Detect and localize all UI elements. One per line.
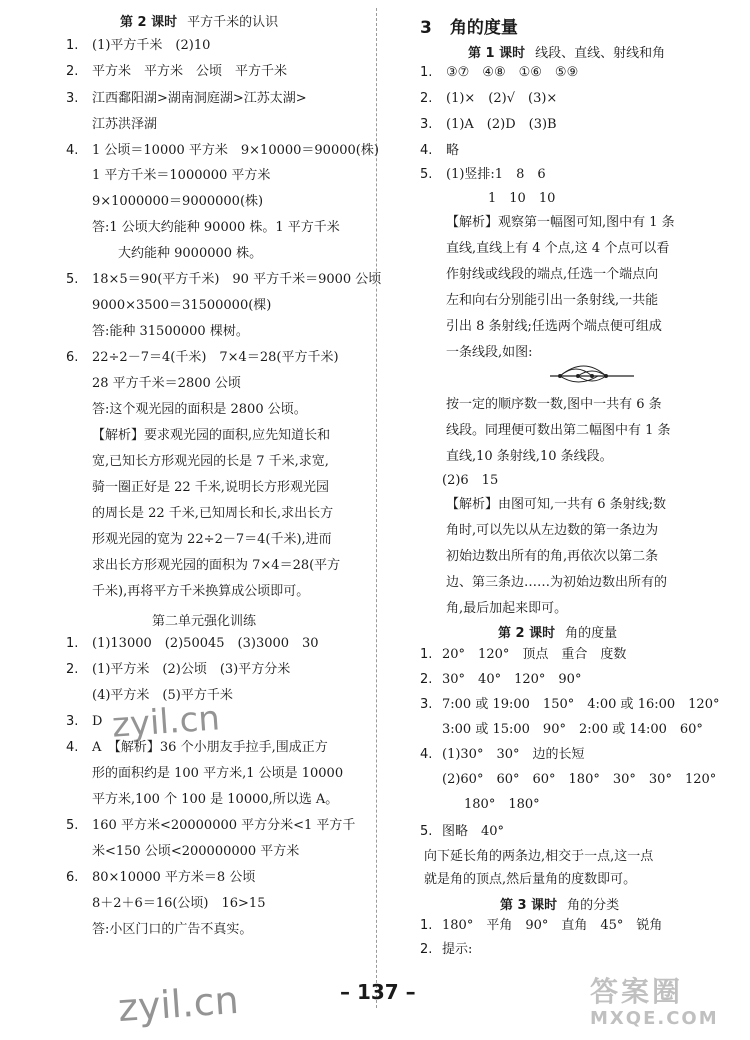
answer-text: (1)A (2)D (3)B bbox=[446, 117, 557, 132]
analysis-text: 千米),再将平方千米换算成公顷即可。 bbox=[92, 584, 310, 599]
answer-text: 向下延长角的两条边,相交于一点,这一点 bbox=[424, 849, 654, 864]
answer-text: 80×10000 平方米＝8 公顷 bbox=[92, 870, 256, 885]
answer-text: 1 公顷＝10000 平方米 9×10000＝90000(株) bbox=[92, 143, 379, 158]
answer-text: 平方米 平方米 公顷 平方千米 bbox=[92, 64, 288, 79]
analysis-text: 初始边数出所有的角,再依次以第二条 bbox=[446, 549, 659, 564]
chapter-title: 3 角的度量 bbox=[420, 18, 518, 38]
point bbox=[590, 374, 594, 378]
watermark: zyil.cn bbox=[110, 698, 222, 746]
answer-text: 米<150 公顷<200000000 平方米 bbox=[92, 844, 300, 859]
analysis-text: 角,最后加起来即可。 bbox=[446, 601, 568, 616]
answer-line: 5. bbox=[66, 818, 79, 833]
answer-text: 30° 40° 120° 90° bbox=[442, 672, 582, 687]
answer-line: 1. bbox=[420, 647, 433, 662]
section-title: 第二单元强化训练 bbox=[152, 614, 257, 629]
lesson-heading-left bbox=[120, 11, 278, 30]
answer-text: 3:00 或 15:00 90° 2:00 或 14:00 60° bbox=[442, 722, 703, 737]
answer-text: 180° 平角 90° 直角 45° 锐角 bbox=[442, 918, 663, 933]
lesson-title: 角的度量 bbox=[565, 626, 618, 641]
answer-line: 5. bbox=[420, 824, 433, 839]
answer-line: 1. bbox=[66, 636, 79, 651]
lesson-heading-right-2 bbox=[498, 622, 617, 641]
answer-text: 答:能种 31500000 棵树。 bbox=[92, 324, 249, 339]
answer-text: 28 平方千米＝2800 公顷 bbox=[92, 376, 241, 391]
point bbox=[604, 374, 608, 378]
answer-text: (1)× (2)√ (3)× bbox=[446, 91, 558, 106]
answer-text: (1)30° 30° 边的长短 bbox=[442, 747, 585, 762]
answer-line: 1. bbox=[66, 38, 79, 53]
analysis-text: 【解析】观察第一幅图可知,图中有 1 条 bbox=[446, 215, 675, 230]
answer-text: A 【解析】36 个小朋友手拉手,围成正方 bbox=[92, 740, 328, 755]
answer-line: 2. bbox=[66, 662, 79, 677]
answer-text: 图略 40° bbox=[442, 824, 505, 839]
answer-text: 1 平方千米＝1000000 平方米 bbox=[92, 168, 271, 183]
analysis-text: 按一定的顺序数一数,图中一共有 6 条 bbox=[446, 397, 662, 412]
answer-text: 1 10 10 bbox=[488, 191, 556, 206]
analysis-text: 求出长方形观光园的面积为 7×4＝28(平方 bbox=[92, 558, 341, 573]
lesson-heading-right-3 bbox=[500, 894, 619, 913]
lesson-title: 角的分类 bbox=[567, 898, 620, 913]
answer-line: 1. bbox=[420, 65, 433, 80]
answer-text: 答:这个观光园的面积是 2800 公顷。 bbox=[92, 402, 307, 417]
analysis-text: 一条线段,如图: bbox=[446, 345, 533, 360]
answer-line: 5. bbox=[420, 167, 433, 182]
point bbox=[558, 374, 562, 378]
answer-line: 5. bbox=[66, 272, 79, 287]
analysis-text: 作射线或线段的端点,任选一个端点向 bbox=[446, 267, 659, 282]
answer-line: 4. bbox=[420, 143, 433, 158]
answer-line: 6. bbox=[66, 870, 79, 885]
watermark: zyil.cn bbox=[116, 977, 240, 1031]
lesson-title: 平方千米的认识 bbox=[187, 15, 279, 30]
answer-text: (1)竖排:1 8 6 bbox=[446, 167, 546, 182]
answer-line: 3. bbox=[420, 697, 433, 712]
answer-text: 略 bbox=[446, 143, 460, 158]
answer-text: 就是角的顶点,然后量角的度数即可。 bbox=[424, 872, 637, 887]
answer-line: 2. bbox=[420, 942, 433, 957]
analysis-text: 线段。同理便可数出第二幅图中有 1 条 bbox=[446, 423, 671, 438]
answer-text: D bbox=[92, 714, 103, 729]
analysis-text: 形观光园的宽为 22÷2－7＝4(千米),进而 bbox=[92, 532, 332, 547]
segment-arc bbox=[560, 366, 606, 376]
answer-text: 180° 180° bbox=[464, 797, 540, 812]
lesson-number: 第 2 课时 bbox=[120, 15, 178, 30]
answer-line: 3. bbox=[420, 117, 433, 132]
answer-text: 20° 120° 顶点 重合 度数 bbox=[442, 647, 627, 662]
answer-line: 1. bbox=[420, 918, 433, 933]
answer-text: 大约能种 9000000 株。 bbox=[118, 246, 263, 261]
analysis-text: 引出 8 条射线;任选两个端点便可组成 bbox=[446, 319, 662, 334]
answer-line: 2. bbox=[420, 91, 433, 106]
analysis-text: 直线,直线上有 4 个点,这 4 个点可以看 bbox=[446, 241, 670, 256]
lesson-number: 第 1 课时 bbox=[468, 46, 526, 61]
lesson-title: 线段、直线、射线和角 bbox=[535, 46, 666, 61]
answer-line: 4. bbox=[66, 740, 79, 755]
answer-line: 6. bbox=[66, 350, 79, 365]
answer-line: 4. bbox=[66, 143, 79, 158]
analysis-text: 骑一圈正好是 22 千米,说明长方形观光园 bbox=[92, 480, 329, 495]
answer-line: 3. bbox=[66, 714, 79, 729]
answer-text: 答:1 公顷大约能种 90000 株。1 平方千米 bbox=[92, 220, 340, 235]
answer-text: (1)平方米 (2)公顷 (3)平方分米 bbox=[92, 662, 291, 677]
analysis-text: 角时,可以先以从左边数的第一条边为 bbox=[446, 523, 659, 538]
answer-text: 160 平方米<20000000 平方分米<1 平方千 bbox=[92, 818, 356, 833]
answer-text: (4)平方米 (5)平方千米 bbox=[92, 688, 233, 703]
answer-text: 江苏洪泽湖 bbox=[92, 117, 158, 132]
answer-line: 3. bbox=[66, 91, 79, 106]
answer-text: 9×1000000＝9000000(株) bbox=[92, 194, 264, 209]
answer-text: 提示: bbox=[442, 942, 473, 957]
lesson-number: 第 2 课时 bbox=[498, 626, 556, 641]
page-number: – 137 – bbox=[340, 980, 416, 1004]
answer-line: 2. bbox=[66, 64, 79, 79]
answer-text: (1)平方千米 (2)10 bbox=[92, 38, 211, 53]
answer-line: 2. bbox=[420, 672, 433, 687]
point bbox=[576, 374, 580, 378]
analysis-text: 直线,10 条射线,10 条线段。 bbox=[446, 449, 613, 464]
answer-text: ③⑦ ④⑧ ①⑥ ⑤⑨ bbox=[446, 65, 579, 80]
answer-text: 答:小区门口的广告不真实。 bbox=[92, 922, 253, 937]
answer-text: 18×5＝90(平方千米) 90 平方千米＝9000 公顷 bbox=[92, 272, 382, 287]
answer-text: 22÷2－7＝4(千米) 7×4＝28(平方千米) bbox=[92, 350, 339, 365]
answer-text: 平方米,100 个 100 是 10000,所以选 A。 bbox=[92, 792, 339, 807]
line-segment-diagram bbox=[548, 360, 638, 390]
answer-text: 9000×3500＝31500000(棵) bbox=[92, 298, 272, 313]
analysis-text: 左和向右分别能引出一条射线,一共能 bbox=[446, 293, 659, 308]
lesson-number: 第 3 课时 bbox=[500, 898, 558, 913]
analysis-text: 【解析】要求观光园的面积,应先知道长和 bbox=[92, 428, 331, 443]
answer-text: (1)13000 (2)50045 (3)3000 30 bbox=[92, 636, 319, 651]
answer-text: (2)6 15 bbox=[442, 473, 499, 488]
analysis-text: 宽,已知长方形观光园的长是 7 千米,求宽, bbox=[92, 454, 329, 469]
answer-text: 8＋2＋6＝16(公顷) 16>15 bbox=[92, 896, 266, 911]
watermark: MXQE.COM bbox=[590, 1008, 719, 1029]
answer-line: 4. bbox=[420, 747, 433, 762]
answer-text: 江西鄱阳湖>湖南洞庭湖>江苏太湖> bbox=[92, 91, 307, 106]
answer-text: 7:00 或 19:00 150° 4:00 或 16:00 120° bbox=[442, 697, 720, 712]
analysis-text: 的周长是 22 千米,已知周长和长,求出长方 bbox=[92, 506, 334, 521]
analysis-text: 【解析】由图可知,一共有 6 条射线;数 bbox=[446, 497, 667, 512]
answer-text: 形的面积约是 100 平方米,1 公顷是 10000 bbox=[92, 766, 344, 781]
analysis-text: 边、第三条边……为初始边数出所有的 bbox=[446, 575, 668, 590]
lesson-heading-right-1 bbox=[468, 42, 665, 61]
answer-text: (2)60° 60° 60° 180° 30° 30° 120° bbox=[442, 772, 717, 787]
watermark: 答案圈 bbox=[590, 975, 684, 1008]
